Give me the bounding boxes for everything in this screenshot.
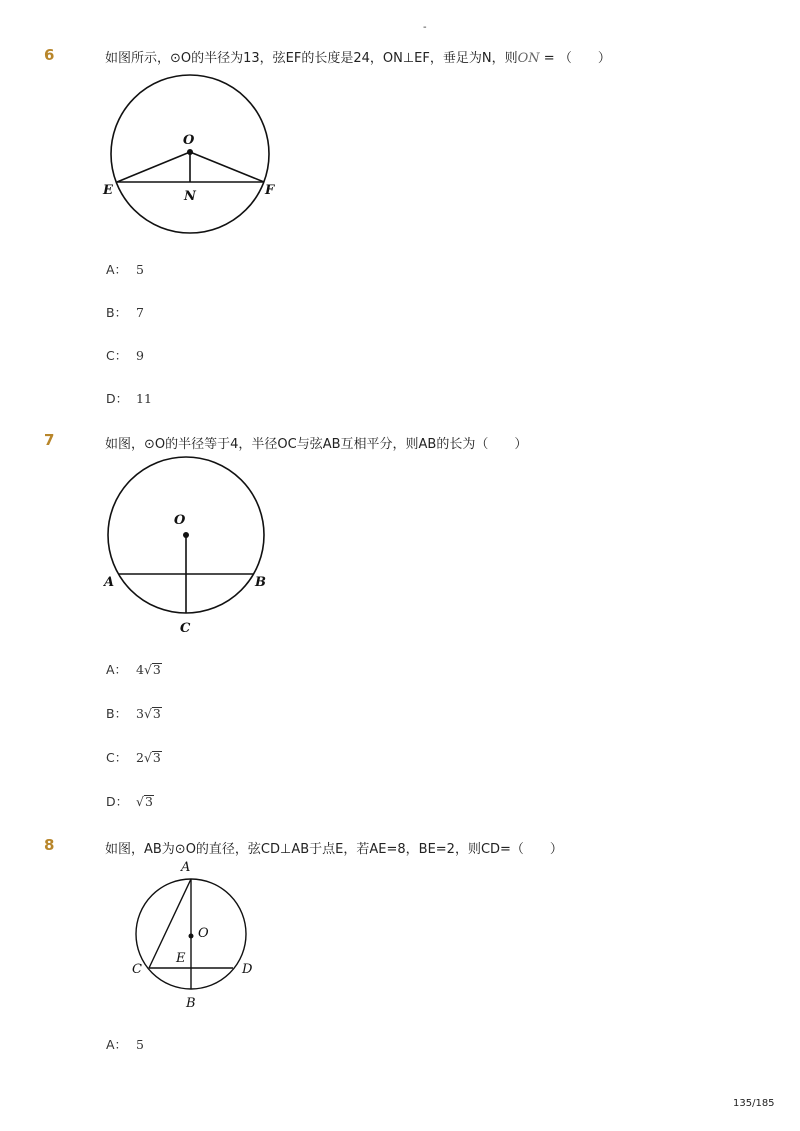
- option-value: [136, 706, 162, 721]
- segment-of: [190, 152, 264, 182]
- option-coef: 4: [136, 662, 144, 677]
- option-letter: A：: [106, 662, 128, 677]
- option-value: [136, 662, 162, 677]
- option-value: 5: [136, 1037, 144, 1052]
- label-f: F: [265, 183, 275, 198]
- circle-figure-q6: [100, 68, 290, 248]
- page-number: 135/185: [733, 1098, 775, 1109]
- label-c: C: [180, 621, 191, 636]
- label-o: O: [183, 133, 195, 148]
- option-value: [136, 794, 154, 809]
- label-a: A: [104, 575, 115, 590]
- center-point: [187, 149, 193, 155]
- sqrt-symbol: √3: [143, 750, 161, 765]
- circle-figure-q8: [120, 856, 270, 1014]
- option-letter: A：: [106, 262, 128, 277]
- question-text-math: ON: [517, 51, 540, 66]
- option-b[interactable]: [106, 704, 162, 722]
- label-e: E: [176, 951, 186, 966]
- radicand: 3: [152, 750, 161, 765]
- option-value: [136, 750, 162, 765]
- option-letter: C：: [106, 348, 128, 363]
- label-o: O: [198, 926, 209, 941]
- question-text: [105, 47, 611, 66]
- label-b: B: [255, 575, 266, 590]
- option-letter: C：: [106, 750, 128, 765]
- label-n: N: [184, 189, 196, 204]
- center-point: [189, 934, 194, 939]
- option-value: 5: [136, 262, 144, 277]
- option-letter: D：: [106, 794, 129, 809]
- option-d[interactable]: [106, 792, 154, 810]
- sqrt-symbol: √3: [143, 662, 161, 677]
- option-c[interactable]: [106, 748, 162, 766]
- option-coef: 2: [136, 750, 144, 765]
- option-letter: A：: [106, 1037, 128, 1052]
- question-number: 6: [44, 46, 55, 64]
- label-o: O: [174, 513, 186, 528]
- option-value: 11: [136, 391, 152, 406]
- radicand: 3: [144, 794, 153, 809]
- question-text: 如图，AB为⊙O的直径，弦CD⊥AB于点E，若AE=8，BE=2，则CD=（ ）: [105, 842, 563, 857]
- sqrt-symbol: √3: [143, 706, 161, 721]
- segment-oe: [117, 152, 190, 182]
- label-c: C: [132, 962, 142, 977]
- label-e: E: [103, 183, 113, 198]
- option-letter: D：: [106, 391, 129, 406]
- question-text: 如图，⊙O的半径等于4，半径OC与弦AB互相平分，则AB的长为（ ）: [105, 437, 528, 452]
- option-a[interactable]: [106, 260, 144, 278]
- radicand: 3: [152, 706, 161, 721]
- question-number: 7: [44, 431, 55, 449]
- label-b: B: [186, 996, 196, 1011]
- question-text-tail: = （ ）: [539, 51, 611, 66]
- question-text-main: 如图所示，⊙O的半径为13，弦EF的长度是24，ON⊥EF，垂足为N，则: [105, 51, 518, 66]
- option-b[interactable]: [106, 303, 144, 321]
- option-a[interactable]: [106, 660, 162, 678]
- option-value: 7: [136, 305, 144, 320]
- label-d: D: [242, 962, 253, 977]
- center-point: [183, 532, 189, 538]
- option-letter: B：: [106, 706, 128, 721]
- option-coef: 3: [136, 706, 144, 721]
- question-number: 8: [44, 836, 55, 854]
- option-c[interactable]: [106, 346, 144, 364]
- sqrt-symbol: √3: [136, 794, 153, 809]
- option-letter: B：: [106, 305, 128, 320]
- option-d[interactable]: [106, 389, 152, 407]
- option-a[interactable]: [106, 1035, 144, 1053]
- radicand: 3: [152, 662, 161, 677]
- circle-figure-q7: [100, 455, 280, 640]
- option-value: 9: [136, 348, 144, 363]
- header-mark: -: [423, 22, 427, 33]
- label-a: A: [181, 860, 191, 875]
